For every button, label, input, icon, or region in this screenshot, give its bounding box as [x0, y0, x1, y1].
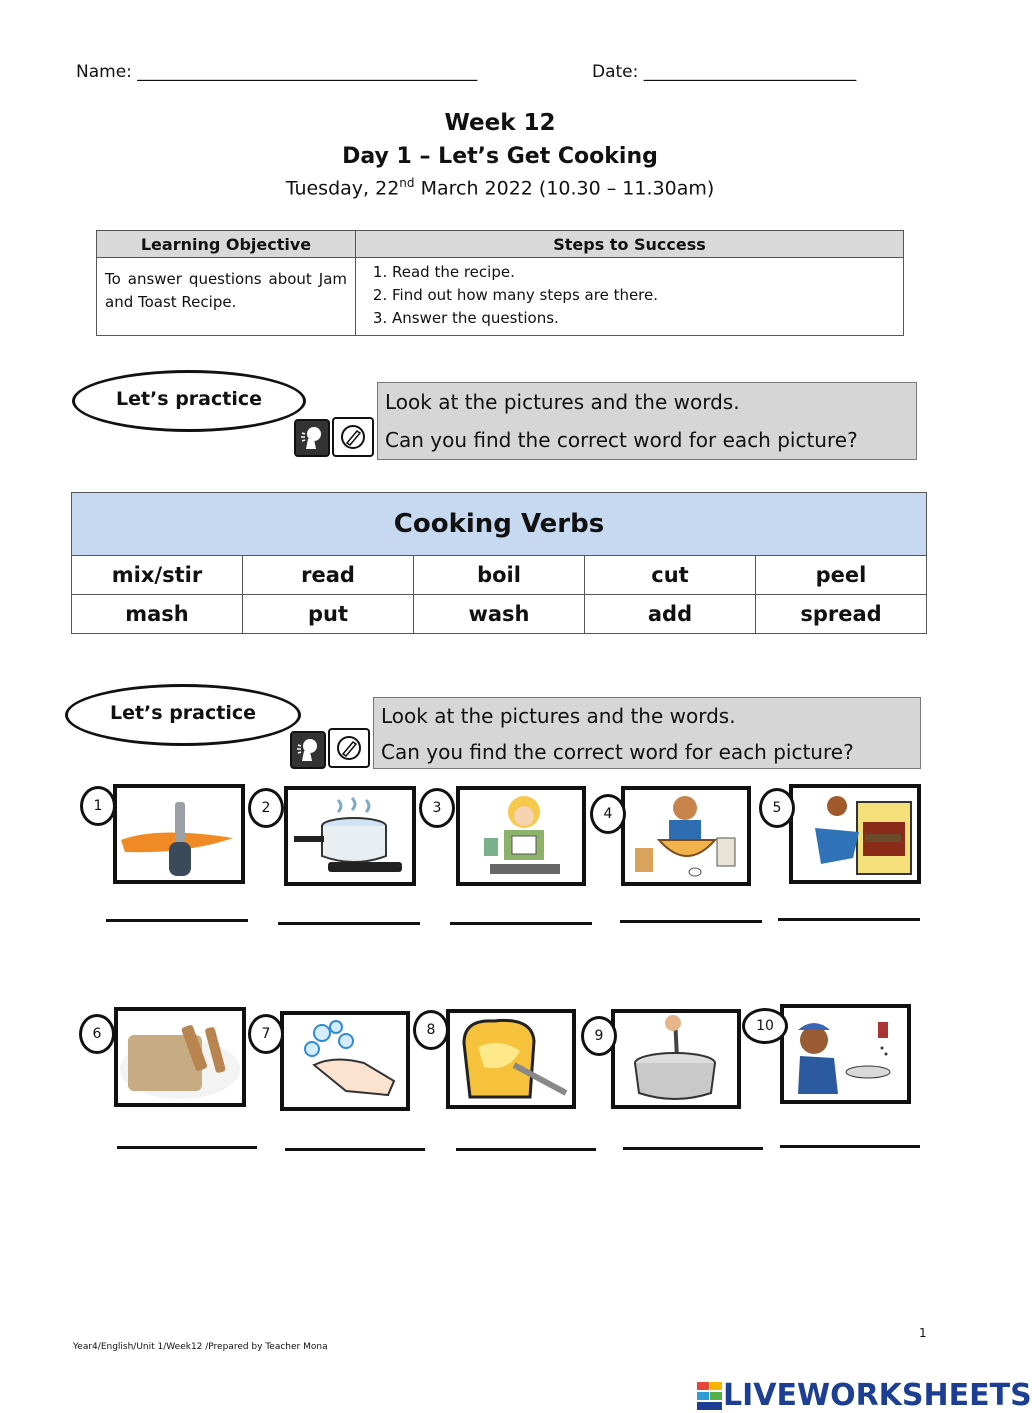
picture-6	[114, 1007, 246, 1107]
cut-bread-icon	[118, 1011, 242, 1103]
picture-10	[780, 1004, 911, 1104]
verb-cell: wash	[414, 595, 585, 634]
date-subtitle	[0, 176, 1000, 199]
picture-number: 5	[759, 788, 795, 828]
practice-label: Let’s practice	[65, 684, 301, 746]
boiling-pot-icon	[288, 790, 412, 882]
objective-text: To answer questions about Jam and Toast Recipe.	[97, 258, 356, 336]
spreading-toast-icon	[450, 1013, 572, 1105]
verb-cell: spread	[756, 595, 927, 634]
date-post: March 2022 (10.30 – 11.30am)	[414, 177, 715, 200]
verb-cell: boil	[414, 556, 585, 595]
answer-line-7[interactable]	[285, 1148, 425, 1151]
answer-line-2[interactable]	[278, 922, 420, 925]
answer-line-3[interactable]	[450, 922, 592, 925]
writing-icon	[328, 728, 370, 768]
objective-table	[96, 230, 904, 336]
instruction-box	[373, 697, 921, 769]
answer-line-1[interactable]	[106, 919, 248, 922]
answer-line-9[interactable]	[623, 1147, 763, 1150]
mixing-bowl-icon	[625, 790, 747, 882]
logo-icon	[697, 1382, 723, 1410]
writing-icon	[332, 417, 374, 457]
step-item: 3. Answer the questions.	[392, 307, 895, 330]
verb-cell: mash	[72, 595, 243, 634]
verb-cell: add	[585, 595, 756, 634]
picture-8	[446, 1009, 576, 1109]
steps-cell	[356, 258, 904, 336]
verb-cell: read	[243, 556, 414, 595]
date-pre: Tuesday, 22	[285, 177, 400, 200]
verb-cell: put	[243, 595, 414, 634]
picture-number: 9	[581, 1016, 617, 1056]
objective-header: Learning Objective	[97, 231, 356, 258]
reading-recipe-icon	[460, 790, 582, 882]
washing-hands-icon	[284, 1015, 406, 1107]
picture-7	[280, 1011, 410, 1111]
verb-cell: mix/stir	[72, 556, 243, 595]
verb-cell: cut	[585, 556, 756, 595]
day-title: Day 1 – Let’s Get Cooking	[342, 144, 658, 169]
answer-line-5[interactable]	[778, 918, 920, 921]
steps-header: Steps to Success	[356, 231, 904, 258]
page-number: 1	[919, 1326, 927, 1340]
picture-number: 3	[419, 788, 455, 828]
instruction-box	[377, 382, 917, 460]
brand-text: LIVEWORKSHEETS	[723, 1378, 1032, 1413]
date-field[interactable]	[592, 62, 856, 82]
answer-line-8[interactable]	[456, 1148, 596, 1151]
picture-3	[456, 786, 586, 886]
instruction-line: Look at the pictures and the words.	[385, 390, 740, 414]
answer-line-6[interactable]	[117, 1146, 257, 1149]
speaking-icon	[290, 731, 326, 769]
liveworksheets-logo	[697, 1378, 1032, 1413]
verbs-title: Cooking Verbs	[72, 493, 927, 556]
date-label: Date:	[592, 62, 644, 82]
picture-9	[611, 1009, 741, 1109]
instruction-line: Look at the pictures and the words.	[381, 704, 736, 728]
week-title: Week 12	[444, 110, 556, 136]
step-item: 1. Read the recipe.	[392, 261, 895, 284]
name-line[interactable]: ________________________________________	[137, 62, 478, 82]
picture-number: 7	[248, 1014, 284, 1054]
step-item: 2. Find out how many steps are there.	[392, 284, 895, 307]
picture-number: 10	[742, 1008, 788, 1044]
date-line[interactable]: _________________________	[643, 62, 857, 82]
peeling-carrot-icon	[117, 788, 241, 880]
answer-line-10[interactable]	[780, 1145, 920, 1148]
name-field[interactable]	[76, 62, 477, 82]
cooking-verbs-table	[71, 492, 927, 634]
footer-credit: Year4/English/Unit 1/Week12 /Prepared by Teacher Mona	[73, 1342, 328, 1352]
date-sup: nd	[399, 176, 415, 190]
instruction-line: Can you find the correct word for each picture?	[381, 740, 854, 764]
steps-list	[364, 261, 895, 330]
picture-number: 1	[80, 786, 116, 826]
name-label: Name:	[76, 62, 138, 82]
picture-number: 2	[248, 788, 284, 828]
verb-cell: peel	[756, 556, 927, 595]
practice-label: Let’s practice	[72, 370, 306, 432]
adding-seasoning-icon	[784, 1008, 907, 1100]
answer-line-4[interactable]	[620, 920, 762, 923]
picture-number: 8	[413, 1010, 449, 1050]
picture-4	[621, 786, 751, 886]
picture-number: 4	[590, 794, 626, 834]
instruction-line: Can you find the correct word for each picture?	[385, 428, 858, 452]
speaking-icon	[294, 419, 330, 457]
mashing-pot-icon	[615, 1013, 737, 1105]
picture-1	[113, 784, 245, 884]
picture-2	[284, 786, 416, 886]
oven-icon	[793, 788, 917, 880]
picture-5	[789, 784, 921, 884]
picture-number: 6	[79, 1014, 115, 1054]
